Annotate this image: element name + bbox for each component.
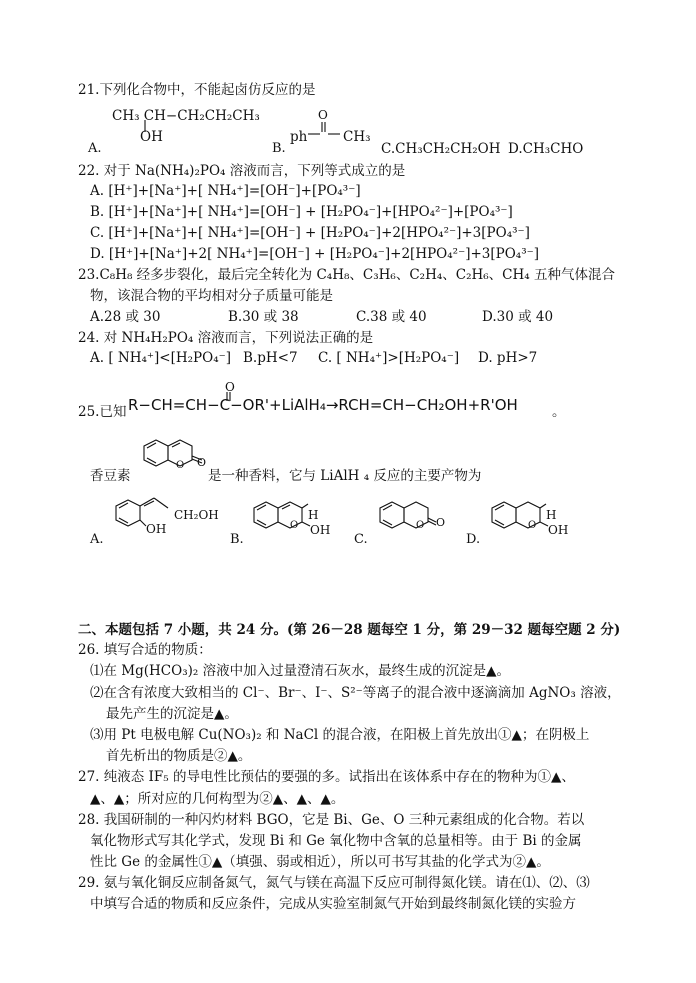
- q25-option-a-label: A.: [90, 532, 104, 547]
- q25-coumarin-label: 香豆素: [90, 468, 131, 484]
- q26-part2-line2: 最先产生的沉淀是▲。: [106, 706, 238, 722]
- q21-option-a-label: A.: [88, 141, 102, 156]
- q25-option-d-oh: OH: [548, 523, 569, 537]
- coumarin-carbonyl-o: O: [197, 456, 207, 469]
- q24-option-b: B.pH<7: [243, 350, 298, 366]
- q25-reaction-end: 。: [552, 404, 566, 420]
- q25-option-b-label: B.: [230, 532, 244, 547]
- q25-option-a-ch2oh: CH₂OH: [174, 508, 219, 522]
- q25-option-c-ring-o: O: [416, 520, 425, 531]
- q27-line1: 27. 纯液态 IF₅ 的导电性比预估的要强的多。试指出在该体系中存在的物种为①▲、: [78, 769, 575, 785]
- q26-part3-line2: 首先析出的物质是②▲。: [106, 748, 252, 764]
- q23-stem-line1: 23.C₈H₈ 经多步裂化，最后完全转化为 C₄H₈、C₃H₆、C₂H₄、C₂H₆、CH₄ 五种气体混合: [78, 267, 615, 283]
- q24-option-d: D. pH>7: [478, 350, 538, 366]
- q24-option-c: C. [ NH₄⁺]>[H₂PO₄⁻]: [318, 350, 460, 366]
- q29-line2: 中填写合适的物质和反应条件，完成从实验室制氮气开始到最终制氮化镁的实验方: [90, 896, 576, 912]
- q27-line2: ▲、▲；所对应的几何构型为②▲、▲、▲。: [90, 791, 345, 807]
- q26-part2-line1: ⑵在含有浓度大致相当的 Cl⁻、Br⁻、I⁻、S²⁻等离子的混合液中逐滴滴加 AgNO₃ 溶液，: [90, 685, 621, 701]
- q23-stem-line2: 物，该混合物的平均相对分子质量可能是: [90, 288, 333, 304]
- q25-option-b-h: H: [308, 508, 319, 522]
- q25-option-d-ring-o: O: [528, 520, 537, 531]
- q21-option-c: C.CH₃CH₂CH₂OH: [381, 141, 501, 157]
- q22-option-d: D. [H⁺]+[Na⁺]+2[ NH₄⁺]=[OH⁻] + [H₂PO₄⁻]+2[HPO₄²⁻]+3[PO₄³⁻]: [90, 246, 539, 262]
- q25-option-b-ring-o: O: [290, 520, 299, 531]
- q21-option-d: D.CH₃CHO: [508, 141, 584, 157]
- q22-stem: 22. 对于 Na(NH₄)₂PO₄ 溶液而言，下列等式成立的是: [78, 163, 406, 179]
- q23-option-a: A.28 或 30: [90, 309, 161, 325]
- q21-option-b-o: O: [318, 108, 328, 122]
- q23-option-c: C.38 或 40: [356, 309, 427, 325]
- q25-lead: 25.已知: [78, 404, 127, 420]
- q21-stem: 21.下列化合物中，不能起卤仿反应的是: [78, 82, 316, 98]
- q21-option-a-oh: OH: [140, 129, 163, 145]
- q25-option-d-h: H: [546, 508, 557, 522]
- q26-part3-line1: ⑶用 Pt 电极电解 Cu(NO₃)₂ 和 NaCl 的混合液，在阳极上首先放出①▲；在阴极上: [90, 727, 590, 743]
- q21-option-b-ph: ph: [290, 129, 308, 145]
- q24-stem: 24. 对 NH₄H₂PO₄ 溶液而言，下列说法正确的是: [78, 330, 374, 346]
- q25-reaction-o: O: [225, 380, 235, 394]
- q25-stem: 是一种香料，它与 LiAlH ₄ 反应的主要产物为: [208, 468, 482, 484]
- q25-option-a-oh: OH: [146, 522, 167, 536]
- q26-part1: ⑴在 Mg(HCO₃)₂ 溶液中加入过量澄清石灰水，最终生成的沉淀是▲。: [90, 663, 510, 679]
- q22-option-c: C. [H⁺]+[Na⁺]+[ NH₄⁺]=[OH⁻] + [H₂PO₄⁻]+2[HPO₄²⁻]+3[PO₄³⁻]: [90, 225, 530, 241]
- q25-option-c-label: C.: [354, 532, 368, 547]
- q22-option-b: B. [H⁺]+[Na⁺]+[ NH₄⁺]=[OH⁻] + [H₂PO₄⁻]+[HPO₄²⁻]+[PO₄³⁻]: [90, 204, 513, 220]
- q21-option-a-chain: CH₃ CH−CH₂CH₂CH₃: [112, 108, 260, 124]
- q23-option-b: B.30 或 38: [228, 309, 299, 325]
- q25-option-b-oh: OH: [310, 523, 331, 537]
- q23-option-d: D.30 或 40: [482, 309, 554, 325]
- q29-line1: 29. 氨与氧化铜反应制备氮气，氮气与镁在高温下反应可制得氮化镁。请在⑴、⑵、⑶: [78, 875, 590, 891]
- coumarin-ring-o: O: [176, 460, 185, 471]
- q28-line3: 性比 Ge 的金属性①▲（填强、弱或相近），所以可书写其盐的化学式为②▲。: [90, 854, 550, 870]
- q26-stem: 26. 填写合适的物质：: [78, 642, 212, 658]
- q28-line2: 氧化物形式写其化学式，发现 Bi 和 Ge 氧化物中含氧的总量相等。由于 Bi 的金属: [90, 833, 582, 849]
- q25-option-d-label: D.: [466, 532, 481, 547]
- q21-option-b-label: B.: [272, 141, 286, 156]
- q21-option-b-ch3: CH₃: [343, 129, 371, 145]
- section2-heading: 二、本题包括 7 小题，共 24 分。(第 26－28 题每空 1 分，第 29－32 题每空题 2 分): [78, 622, 621, 638]
- q25-reaction: R−CH=CH−C−OR'+LiAlH₄→RCH=CH−CH₂OH+R'OH: [128, 396, 518, 414]
- q24-option-a: A. [ NH₄⁺]<[H₂PO₄⁻]: [90, 350, 231, 366]
- q28-line1: 28. 我国研制的一种闪灼材料 BGO，它是 Bi、Ge、O 三种元素组成的化合物。若以: [78, 812, 585, 828]
- q22-option-a: A. [H⁺]+[Na⁺]+[ NH₄⁺]=[OH⁻]+[PO₄³⁻]: [90, 183, 361, 199]
- q25-option-c-carbonyl-o: O: [436, 516, 446, 529]
